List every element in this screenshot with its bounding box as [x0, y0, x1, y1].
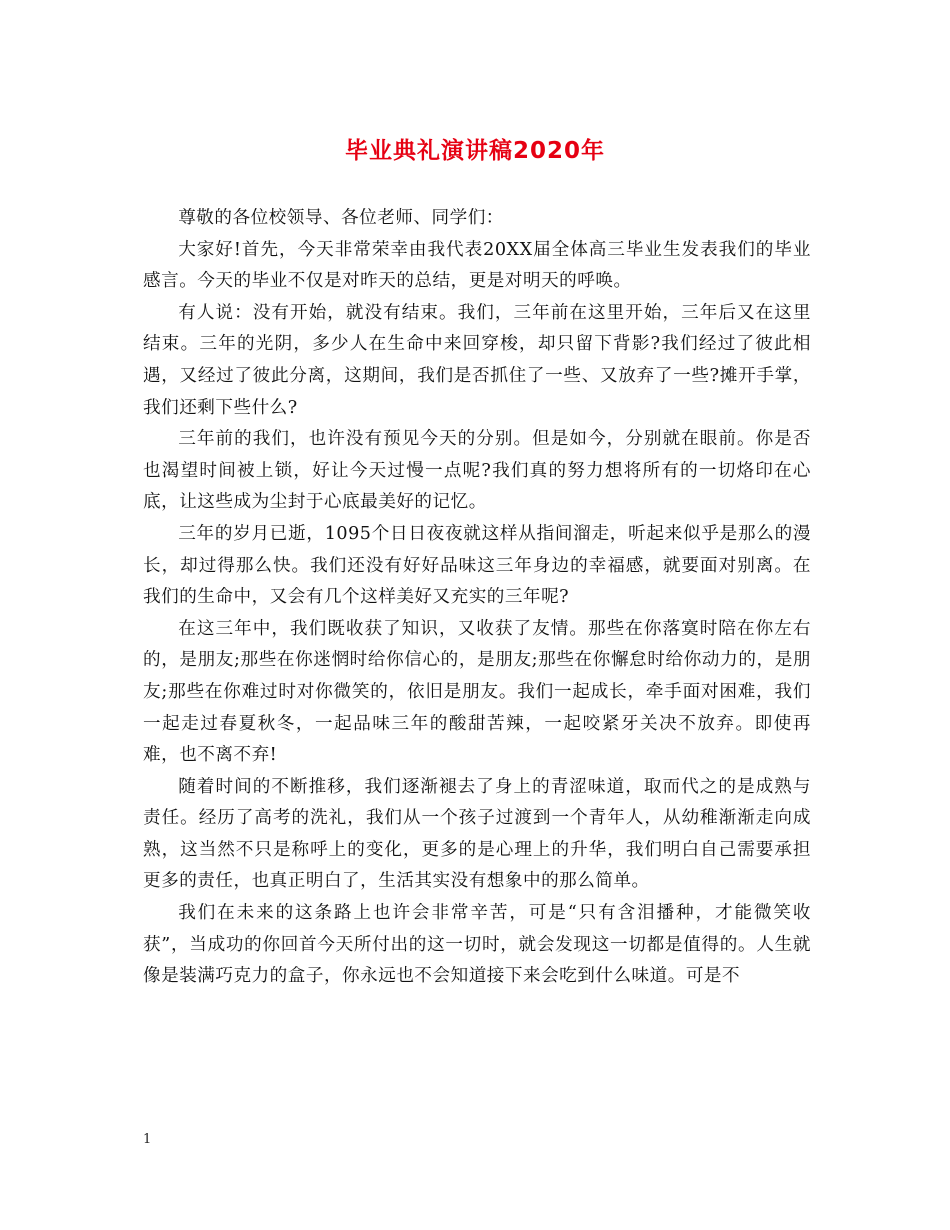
- paragraph: 随着时间的不断推移，我们逐渐褪去了身上的青涩味道，取而代之的是成熟与责任。经历了高考的洗礼，我们从一个孩子过渡到一个青年人，从幼稚渐渐走向成熟，这当然不只是称呼上的变化，更多的是心理上的升华，我们明白自己需要承担更多的责任，也真正明白了，生活其实没有想象中的那么简单。: [143, 776, 811, 892]
- document-title: 毕业典礼演讲稿2020年: [344, 138, 605, 164]
- paragraph: 三年的岁月已逝，1095个日日夜夜就这样从指间溜走，听起来似乎是那么的漫长，却过得那么快。我们还没有好好品味这三年身边的幸福感，就要面对别离。在我们的生命中，又会有几个这样美好又充实的三年呢?: [143, 523, 811, 608]
- paragraph: 在这三年中，我们既收获了知识，又收获了友情。那些在你落寞时陪在你左右的，是朋友;那些在你迷惘时给你信心的，是朋友;那些在你懈怠时给你动力的，是朋友;那些在你难过时对你微笑的，依旧是朋友。我们一起成长，牵手面对困难，我们一起走过春夏秋冬，一起品味三年的酸甜苦辣，一起咬紧牙关决不放弃。即使再难，也不离不弃!: [143, 618, 811, 766]
- paragraph: 三年前的我们，也许没有预见今天的分别。但是如今，分别就在眼前。你是否也渴望时间被上锁，好让今天过慢一点呢?我们真的努力想将所有的一切烙印在心底，让这些成为尘封于心底最美好的记忆。: [143, 429, 811, 513]
- document-body: [143, 203, 811, 993]
- paragraph: 有人说：没有开始，就没有结束。我们，三年前在这里开始，三年后又在这里结束。三年的光阴，多少人在生命中来回穿梭，却只留下背影?我们经过了彼此相遇，又经过了彼此分离，这期间，我们是否抓住了一些、又放弃了一些?摊开手掌，我们还剩下些什么?: [143, 302, 811, 418]
- paragraph: 我们在未来的这条路上也许会非常辛苦，可是“只有含泪播种，才能微笑收获”，当成功的你回首今天所付出的这一切时，就会发现这一切都是值得的。人生就像是装满巧克力的盒子，你永远也不会知道接下来会吃到什么味道。可是不: [143, 903, 811, 987]
- page-number: 1: [143, 1132, 152, 1147]
- paragraph: 大家好!首先，今天非常荣幸由我代表20XX届全体高三毕业生发表我们的毕业感言。今天的毕业不仅是对昨天的总结，更是对明天的呼唤。: [143, 239, 811, 292]
- paragraph-salutation: 尊敬的各位校领导、各位老师、同学们：: [178, 208, 504, 228]
